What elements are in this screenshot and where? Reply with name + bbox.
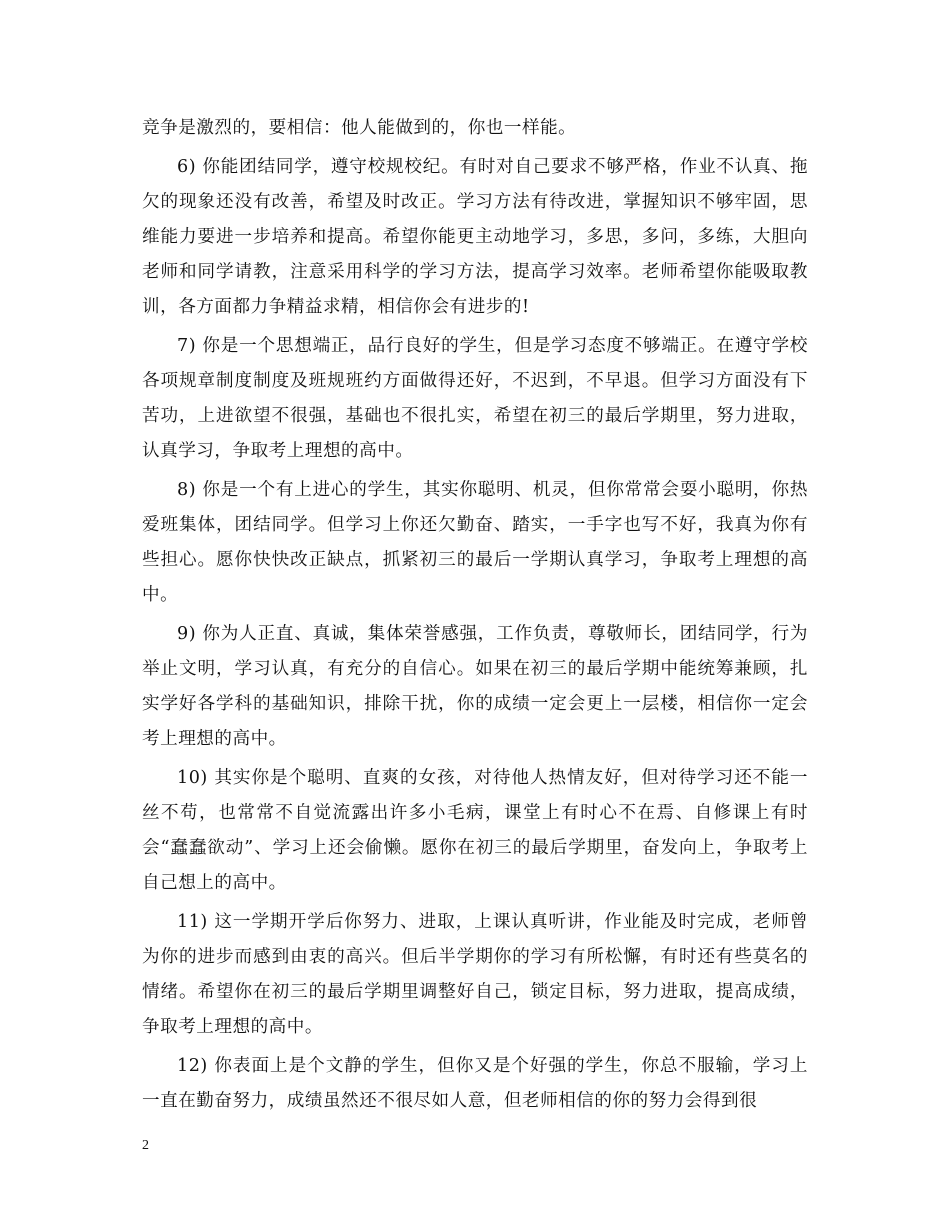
paragraph-item-10: 10) 其实你是个聪明、直爽的女孩，对待他人热情友好，但对待学习还不能一丝不苟，也常常不自觉流露出许多小毛病，课堂上有时心不在焉、自修课上有时会“蠢蠢欲动”、学习上还会偷懒。愿你在初三的最后学期里，奋发向上，争取考上自己想上的高中。 bbox=[142, 768, 808, 893]
paragraph-item-9: 9) 你为人正直、真诚，集体荣誉感强，工作负责，尊敬师长，团结同学，行为举止文明，学习认真，有充分的自信心。如果在初三的最后学期中能统筹兼顾，扎实学好各学科的基础知识，排除干扰，你的成绩一定会更上一层楼，相信你一定会考上理想的高中。 bbox=[142, 624, 808, 749]
page-number: 2 bbox=[142, 1138, 149, 1153]
paragraph-item-7: 7) 你是一个思想端正，品行良好的学生，但是学习态度不够端正。在遵守学校各项规章制度制度及班规班约方面做得还好，不迟到，不早退。但学习方面没有下苦功，上进欲望不很强，基础也不很扎实，希望在初三的最后学期里，努力进取，认真学习，争取考上理想的高中。 bbox=[142, 336, 808, 461]
paragraph-item-11: 11) 这一学期开学后你努力、进取，上课认真听讲，作业能及时完成，老师曾为你的进步而感到由衷的高兴。但后半学期你的学习有所松懈，有时还有些莫名的情绪。希望你在初三的最后学期里调整好自己，锁定目标，努力进取，提高成绩，争取考上理想的高中。 bbox=[142, 912, 808, 1037]
paragraph-continuation: 竞争是激烈的，要相信：他人能做到的，你也一样能。 bbox=[142, 118, 577, 138]
paragraph-item-12: 12) 你表面上是个文静的学生，但你又是个好强的学生，你总不服输，学习上一直在勤奋努力，成绩虽然还不很尽如人意，但老师相信的你的努力会得到很 bbox=[142, 1056, 808, 1111]
paragraph-item-6: 6) 你能团结同学，遵守校规校纪。有时对自己要求不够严格，作业不认真、拖欠的现象还没有改善，希望及时改正。学习方法有待改进，掌握知识不够牢固，思维能力要进一步培养和提高。希望你能更主动地学习，多思，多问，多练，大胆向老师和同学请教，注意采用科学的学习方法，提高学习效率。老师希望你能吸取教训，各方面都力争精益求精，相信你会有进步的! bbox=[142, 157, 808, 317]
document-body bbox=[142, 111, 808, 1123]
paragraph-item-8: 8) 你是一个有上进心的学生，其实你聪明、机灵，但你常常会耍小聪明，你热爱班集体，团结同学。但学习上你还欠勤奋、踏实，一手字也写不好，我真为你有些担心。愿你快快改正缺点，抓紧初三的最后一学期认真学习，争取考上理想的高中。 bbox=[142, 480, 808, 605]
